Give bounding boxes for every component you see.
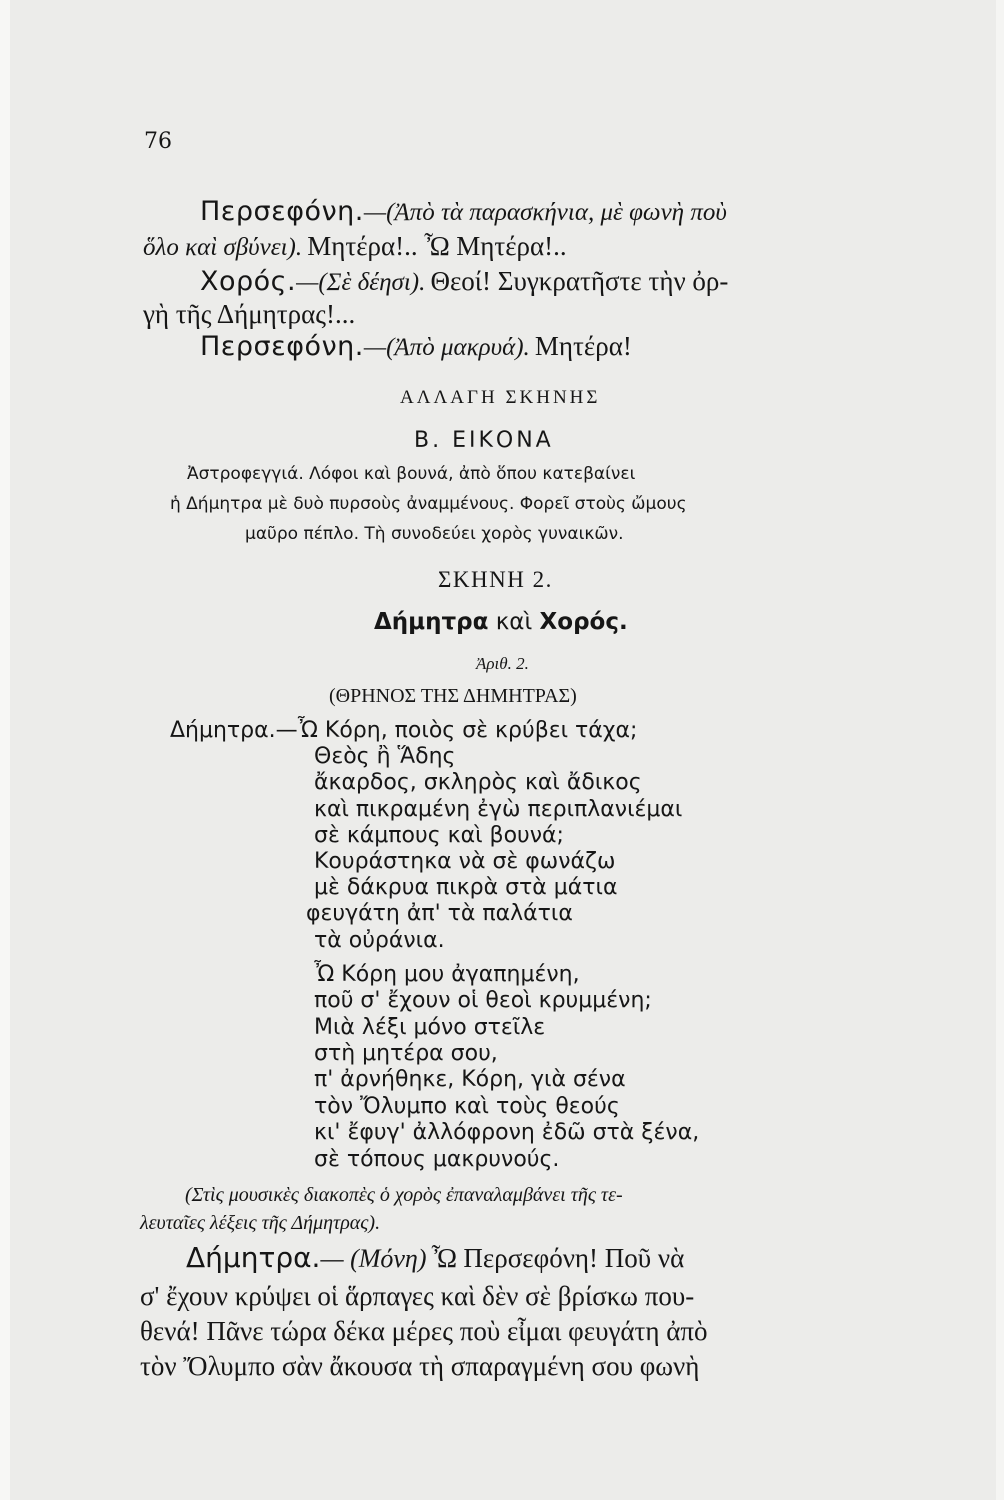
verse: καὶ πικραμένη ἐγὼ περιπλανιέμαι bbox=[314, 797, 683, 822]
stage-note: —(Ἀπὸ μακρυά). bbox=[363, 334, 530, 361]
speaker-persephone: Περσεφόνη. bbox=[200, 196, 364, 227]
verse: Ὦ Κόρη μου ἀγαπημένη, bbox=[314, 962, 580, 987]
speaker-demeter: Δήμητρα. bbox=[170, 718, 276, 743]
verse: στὴ μητέρα σου, bbox=[314, 1041, 498, 1066]
stage-direction-line: Ἀστροφεγγιά. Λόφοι καὶ βουνά, ἀπὸ ὅπου κατεβαίνει bbox=[187, 464, 636, 484]
verse: ἄκαρδος, σκληρὸς καὶ ἄδικος bbox=[314, 770, 642, 795]
characters-conjunction: καὶ bbox=[495, 609, 533, 635]
verse: —Ὦ Κόρη, ποιὸς σὲ κρύβει τάχα; bbox=[275, 718, 638, 743]
speaker-demeter: Δήμητρα. bbox=[186, 1241, 321, 1274]
verse: π' ἀρνήθηκε, Κόρη, γιὰ σένα bbox=[314, 1067, 626, 1092]
scene-heading: ΣΚΗΝΗ 2. bbox=[438, 567, 553, 592]
characters-line bbox=[374, 611, 628, 634]
verse: κι' ἔφυγ' ἀλλόφρονη ἐδῶ στὰ ξένα, bbox=[314, 1120, 700, 1145]
speaker-chorus: Χορός. bbox=[200, 266, 297, 297]
verse: τὸν Ὄλυμπο καὶ τοὺς θεούς bbox=[314, 1094, 620, 1119]
stage-note: —(Σὲ δέησι). bbox=[296, 269, 426, 296]
verse: σὲ τόπους μακρυνούς. bbox=[314, 1147, 560, 1172]
chorus-note-line: (Στὶς μουσικὲς διακοπὲς ὁ χορὸς ἐπαναλαμβάνει τῆς τε- bbox=[185, 1184, 623, 1206]
stage-direction-line: ἡ Δήμητρα μὲ δυὸ πυρσοὺς ἀναμμένους. Φορεῖ στοὺς ὤμους bbox=[170, 494, 687, 514]
stage-note: ὅλο καὶ σβύνει). bbox=[143, 234, 303, 261]
character-chorus: Χορός. bbox=[539, 609, 628, 635]
verse: Θεὸς ἢ Ἅδης bbox=[314, 744, 456, 769]
dialogue-line-5 bbox=[200, 333, 632, 360]
musical-number: Ἀριθ. 2. bbox=[476, 654, 529, 673]
verse: μὲ δάκρυα πικρὰ στὰ μάτια bbox=[314, 875, 618, 900]
stage-note: — (Μόνη) bbox=[320, 1244, 427, 1273]
dialogue-line-2 bbox=[143, 233, 567, 260]
speech-text: Μητέρα! bbox=[534, 331, 632, 361]
prose-line: τὸν Ὄλυμπο σὰν ἄκουσα τὴ σπαραγμένη σου φωνὴ bbox=[140, 1351, 700, 1381]
page-number: 76 bbox=[144, 129, 172, 154]
lament-line-1 bbox=[170, 720, 637, 742]
prose-line: θενά! Πᾶνε τώρα δέκα μέρες ποὺ εἶμαι φευγάτη ἀπὸ bbox=[140, 1316, 708, 1346]
prose-line: σ' ἔχουν κρύψει οἱ ἅρπαγες καὶ δὲν σὲ βρίσκω που- bbox=[140, 1281, 695, 1311]
dialogue-line-1 bbox=[200, 198, 727, 225]
verse: τὰ οὐράνια. bbox=[314, 928, 445, 953]
dialogue-line-3 bbox=[200, 268, 728, 295]
prose-line-1 bbox=[186, 1241, 685, 1274]
speech-text: Μητέρα!.. Ὦ Μητέρα!.. bbox=[307, 231, 567, 261]
dialogue-line-4: γὴ τῆς Δήμητρας!... bbox=[143, 299, 356, 329]
verse: σὲ κάμπους καὶ βουνά; bbox=[314, 823, 564, 848]
scan-edge-right bbox=[996, 0, 1004, 1500]
verse: Μιὰ λέξι μόνο στεῖλε bbox=[314, 1015, 546, 1040]
verse: Κουράστηκα νὰ σὲ φωνάζω bbox=[314, 849, 616, 874]
speaker-persephone: Περσεφόνη. bbox=[200, 331, 364, 362]
speech-text: Ὦ Περσεφόνη! Ποῦ νὰ bbox=[431, 1243, 685, 1273]
scene-change-heading: ΑΛΛΑΓΗ ΣΚΗΝΗΣ bbox=[400, 387, 601, 408]
verse: ποῦ σ' ἔχουν οἱ θεοὶ κρυμμένη; bbox=[314, 988, 652, 1013]
character-demeter: Δήμητρα bbox=[374, 609, 489, 635]
tableau-heading: Β. ΕΙΚΟΝΑ bbox=[414, 428, 554, 453]
stage-direction-line: μαῦρο πέπλο. Τὴ συνοδεύει χορὸς γυναικῶν. bbox=[245, 524, 624, 544]
stage-note: —(Ἀπὸ τὰ παρασκήνια, μὲ φωνὴ ποὺ bbox=[363, 199, 727, 226]
song-title: (ΘΡΗΝΟΣ ΤΗΣ ΔΗΜΗΤΡΑΣ) bbox=[329, 685, 577, 707]
scan-edge-left bbox=[0, 0, 10, 1500]
chorus-note-line: λευταῖες λέξεις τῆς Δήμητρας). bbox=[140, 1212, 381, 1234]
speech-text: Θεοί! Συγκρατῆστε τὴν ὀρ- bbox=[430, 266, 729, 296]
verse: φευγάτη ἀπ' τὰ παλάτια bbox=[306, 901, 573, 926]
